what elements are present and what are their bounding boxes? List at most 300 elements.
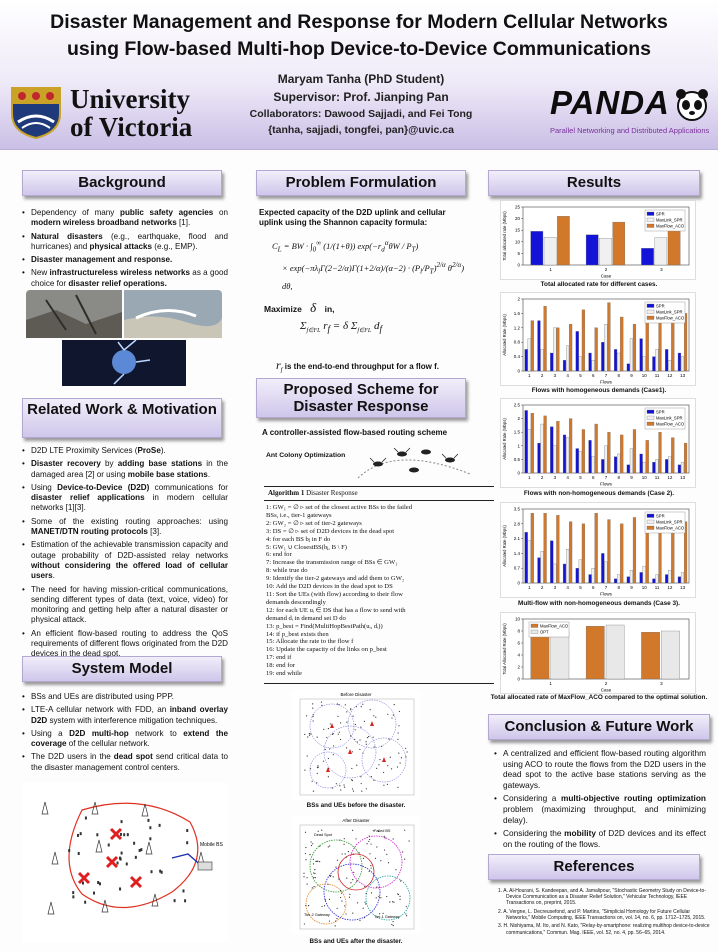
ue-device	[96, 833, 98, 836]
ue-dot	[317, 861, 318, 862]
panda-tagline: Parallel Networking and Distributed Applications	[550, 126, 710, 135]
ue-dot	[304, 769, 305, 770]
bar	[550, 353, 553, 371]
bar	[652, 462, 655, 473]
related-text: communications for	[149, 482, 228, 492]
failed-bs-icon	[107, 857, 117, 867]
bar	[665, 575, 668, 583]
bar	[643, 357, 646, 371]
capacity-formula-line1: $C_L$ = BW · $\int_0^\infty$ (1/(1+θ)) $\exp(-r_d^\alpha\theta W / P_T)$	[272, 239, 419, 254]
bar	[606, 625, 624, 679]
ue-dot	[307, 755, 308, 756]
ue-dot	[404, 830, 405, 831]
legend-label: SPR	[656, 409, 665, 415]
ue-dot	[343, 784, 344, 785]
y-tick-label: 2	[517, 664, 520, 670]
bar	[544, 416, 547, 473]
algorithm-line: 11: Sort the UEs (with flow) according to their flow	[266, 590, 403, 598]
ue-dot	[361, 790, 362, 791]
legend-swatch	[647, 316, 654, 320]
bar	[538, 443, 541, 473]
ue-device	[149, 837, 151, 840]
legend-swatch	[647, 422, 654, 426]
results-caption-3: Flows with non-homogeneous demands (Case 2).	[523, 490, 675, 497]
y-tick-label: 20	[514, 216, 520, 222]
ue-dot	[383, 785, 384, 786]
ue-dot	[321, 705, 322, 706]
ue-dot	[319, 845, 320, 846]
x-tick-label: 1	[549, 681, 552, 686]
bar	[541, 551, 544, 583]
algorithm-name: Disaster Response	[306, 489, 358, 497]
ue-dot	[312, 703, 313, 704]
results-caption-1: Total allocated rate for different cases.	[540, 281, 658, 288]
ue-dot	[371, 892, 372, 893]
algorithm-line: 13: p_best = Find(MultiHopBestPath(uᵢ, dᵢ))	[266, 622, 383, 630]
y-tick-label: 0.8	[513, 339, 520, 345]
background-text: physical attacks	[89, 241, 153, 251]
problem-intro: Expected capacity of the D2D uplink and cellular uplink using the Shannon capacity formula:	[259, 208, 446, 228]
bar	[528, 541, 531, 583]
ue-dot	[363, 908, 364, 909]
y-tick-label: 10	[514, 239, 520, 245]
section-system-title: System Model	[71, 660, 173, 677]
emails: {tanha, sajjadi, tongfei, pan}@uvic.ca	[268, 124, 454, 136]
ue-dot	[401, 757, 402, 758]
x-tick-label: 8	[617, 475, 621, 480]
ue-dot	[352, 715, 353, 716]
x-tick-label: 2	[604, 267, 608, 272]
after-figure-title: After Disaster	[342, 818, 370, 823]
ue-dot	[340, 722, 341, 723]
ue-dot	[345, 913, 346, 914]
related-item	[22, 459, 228, 480]
ue-dot	[387, 714, 388, 715]
ue-dot	[364, 902, 365, 903]
ue-dot	[370, 865, 371, 866]
related-text: Some of the existing routing approaches: using	[31, 516, 228, 526]
bar	[586, 235, 598, 265]
bs-marker	[348, 749, 352, 754]
ue-device	[121, 820, 123, 823]
x-tick-label: 7	[604, 373, 608, 378]
conclusion-text: of D2D devices and its effect on the routing of the flows.	[503, 828, 706, 849]
bar	[595, 513, 598, 583]
bar	[599, 238, 611, 265]
x-tick-label: 3	[660, 267, 663, 272]
x-tick-label: 1	[528, 475, 531, 480]
aco-label: Ant Colony Optimization	[266, 452, 346, 459]
related-text: ProSe	[137, 446, 161, 455]
ue-dot	[335, 866, 336, 867]
ue-dot	[397, 893, 398, 894]
ue-dot	[305, 853, 306, 854]
bar	[656, 459, 659, 473]
bar	[681, 357, 684, 371]
related-text: ).	[160, 446, 166, 455]
ue-dot	[392, 921, 393, 922]
legend-swatch	[531, 624, 538, 628]
algorithm-box	[264, 486, 494, 488]
ue-device	[135, 856, 137, 859]
algorithm-line: 2: GW₂ = ∅ ▹ set of tier-2 gateways	[266, 519, 362, 527]
after-figure-label: Failed BS	[374, 829, 391, 833]
y-tick-label: 0	[517, 470, 520, 476]
background-text: New	[31, 268, 50, 278]
ue-dot	[312, 708, 313, 709]
background-text: disaster relief operations.	[68, 278, 167, 288]
ue-dot	[359, 739, 360, 740]
ue-dot	[360, 776, 361, 777]
ue-device	[159, 870, 161, 873]
y-tick-label: 15	[514, 227, 520, 233]
before-plot-frame	[300, 699, 414, 795]
ue-device	[186, 841, 188, 844]
legend-swatch	[647, 526, 654, 530]
bar	[633, 324, 636, 371]
ue-dot	[364, 721, 365, 722]
ue-dot	[395, 869, 396, 870]
ue-dot	[398, 753, 399, 754]
ue-dot	[346, 878, 347, 879]
ue-dot	[356, 881, 357, 882]
bar	[589, 440, 592, 473]
legend-swatch	[647, 520, 654, 524]
ue-dot	[393, 925, 394, 926]
ue-dot	[380, 897, 381, 898]
y-axis-label: Allocated Rate (Mbps)	[502, 418, 507, 460]
system-text: Using a	[31, 728, 70, 738]
legend-swatch	[647, 304, 654, 308]
ue-dot	[353, 872, 354, 873]
y-axis-label: Allocated Rate (Mbps)	[502, 314, 507, 356]
ue-dot	[339, 732, 340, 733]
background-list	[22, 208, 228, 292]
ue-dot	[346, 747, 347, 748]
bar	[684, 443, 687, 473]
ue-dot	[391, 717, 392, 718]
bar	[681, 462, 684, 473]
y-tick-label: 0	[517, 676, 520, 682]
legend-swatch	[531, 630, 538, 634]
x-tick-label: 2	[540, 373, 544, 378]
ue-device	[139, 849, 141, 852]
x-tick-label: 3	[553, 373, 557, 378]
algorithm-line: demands descendingly	[266, 598, 326, 606]
x-tick-label: 8	[617, 373, 621, 378]
bar	[659, 526, 662, 583]
ue-dot	[310, 768, 311, 769]
ue-dot	[321, 830, 322, 831]
after-figure-label: Tier-1 Gateway	[374, 915, 400, 919]
ue-dot	[310, 733, 311, 734]
chart-optimal	[500, 612, 696, 694]
mobile-bs-truck-icon	[198, 862, 212, 870]
ue-dot	[353, 854, 354, 855]
algorithm-line: 12: for each UE uᵢ ∈ DS that has a flow to send with	[266, 606, 406, 614]
algorithm-bottom	[264, 683, 494, 684]
bar	[678, 577, 681, 583]
uvic-name-line2: of Victoria	[70, 112, 193, 142]
bar	[668, 457, 671, 473]
y-tick-label: 2.8	[513, 521, 520, 527]
ue-dot	[349, 894, 350, 895]
ue-dot	[325, 749, 326, 750]
ue-dot	[305, 847, 306, 848]
background-text: Natural disasters	[31, 231, 103, 241]
bar	[601, 459, 604, 473]
failed-bs-icon	[79, 873, 89, 883]
ue-device	[99, 882, 101, 885]
ue-dot	[352, 751, 353, 752]
poster-title-line1: Disaster Management and Response for Modern Cellular Networks	[50, 11, 668, 33]
bar	[608, 520, 611, 583]
panda-icon	[674, 88, 710, 122]
ue-dot	[366, 788, 367, 789]
ue-dot	[314, 873, 315, 874]
x-tick-label: 10	[641, 475, 647, 480]
ue-dot	[317, 737, 318, 738]
bar	[531, 513, 534, 583]
bs-tower-icon	[142, 804, 148, 816]
x-tick-label: 11	[654, 373, 660, 378]
ue-dot	[355, 729, 356, 730]
ue-dot	[369, 871, 370, 872]
coverage-boundary	[69, 803, 198, 907]
related-text: disaster relief applications	[31, 493, 145, 503]
bar	[678, 465, 681, 473]
ue-device	[140, 848, 142, 851]
ue-dot	[309, 735, 310, 736]
x-tick-label: 8	[617, 585, 621, 590]
bar	[655, 238, 667, 265]
ue-dot	[326, 737, 327, 738]
ue-dot	[335, 920, 336, 921]
ue-dot	[369, 839, 370, 840]
ue-device	[182, 889, 184, 892]
ue-dot	[408, 840, 409, 841]
ue-dot	[387, 765, 388, 766]
ue-dot	[337, 908, 338, 909]
y-tick-label: 2.1	[513, 536, 520, 542]
ue-dot	[386, 854, 387, 855]
ue-dot	[316, 782, 317, 783]
ue-dot	[315, 861, 316, 862]
related-text: [3].	[147, 527, 162, 537]
ue-device	[174, 899, 176, 902]
bar	[614, 457, 617, 473]
ue-dot	[305, 905, 306, 906]
ue-dot	[312, 843, 313, 844]
legend-label: SPR	[656, 303, 665, 309]
related-text: Estimation of the achievable transmission capacity and outage probability of D2D-assisted relay networks	[31, 540, 228, 560]
bar	[541, 349, 544, 371]
bar	[613, 222, 625, 265]
ue-dot	[387, 784, 388, 785]
ue-dot	[398, 725, 399, 726]
ue-dot	[346, 711, 347, 712]
ue-dot	[399, 899, 400, 900]
bar	[643, 566, 646, 583]
conclusion-text: Considering the	[503, 828, 565, 839]
conclusion-text: multi-objective routing optimization	[560, 793, 706, 804]
ue-dot	[333, 876, 334, 877]
y-tick-label: 0.4	[513, 354, 520, 360]
y-tick-label: 2	[517, 296, 520, 302]
ue-device	[117, 862, 119, 865]
legend-swatch	[647, 212, 654, 216]
ue-dot	[325, 899, 326, 900]
ue-dot	[338, 734, 339, 735]
bar	[627, 465, 630, 473]
x-tick-label: 1	[549, 267, 552, 272]
ue-dot	[368, 841, 369, 842]
ue-dot	[341, 893, 342, 894]
bar	[569, 522, 572, 583]
ue-dot	[303, 873, 304, 874]
ue-dot	[378, 896, 379, 897]
ue-device	[119, 857, 121, 860]
x-tick-label: 3	[553, 585, 557, 590]
section-references-title: References	[553, 858, 635, 875]
ue-dot	[356, 765, 357, 766]
ue-dot	[340, 739, 341, 740]
bar	[652, 357, 655, 371]
algorithm-line: 10: Add the D2D devices in the dead spot to DS	[266, 583, 393, 591]
y-tick-label: 1.4	[513, 550, 520, 556]
ue-dot	[350, 882, 351, 883]
bar	[681, 572, 684, 583]
bar	[579, 451, 582, 473]
ue-dot	[332, 787, 333, 788]
ue-dot	[355, 838, 356, 839]
bar	[563, 360, 566, 371]
legend-label: MaxFlow_ACO	[656, 223, 685, 229]
before-disaster-figure	[292, 690, 420, 800]
system-text: system with interference mitigation techniques.	[47, 715, 218, 725]
ue-dot	[373, 780, 374, 781]
ue-dot	[338, 878, 339, 879]
bar	[668, 570, 671, 583]
related-text: Device-to-Device (D2D)	[57, 482, 150, 492]
ue-dot	[388, 862, 389, 863]
bs-tower-icon	[52, 852, 58, 864]
ue-dot	[336, 918, 337, 919]
after-figure-label: Dead Spot	[314, 833, 332, 837]
ant-colony-illustration	[354, 440, 474, 484]
ue-device	[184, 899, 186, 902]
related-item	[22, 446, 228, 456]
x-tick-label: 4	[566, 585, 569, 590]
legend-swatch	[647, 218, 654, 222]
x-tick-label: 12	[667, 585, 673, 590]
x-tick-label: 7	[604, 585, 608, 590]
ue-device	[127, 833, 129, 836]
ue-device	[97, 881, 99, 884]
ue-dot	[329, 920, 330, 921]
ue-dot	[313, 863, 314, 864]
background-text: on	[213, 208, 228, 217]
section-proposed-title: Proposed Scheme for Disaster Response	[283, 381, 439, 415]
x-axis-label: Flows	[600, 481, 612, 487]
results-caption-4: Multi-flow with non-homogeneous demands (Case 3).	[518, 600, 680, 607]
bar	[553, 446, 556, 473]
x-tick-label: 1	[528, 373, 531, 378]
ue-dot	[351, 779, 352, 780]
y-tick-label: 0	[517, 580, 520, 586]
bar	[544, 306, 547, 371]
ue-dot	[361, 783, 362, 784]
algorithm-line: 15: Allocate the rate to the flow f	[266, 638, 354, 646]
dead-spot-circle	[338, 854, 374, 890]
ue-dot	[340, 789, 341, 790]
ue-dot	[376, 897, 377, 898]
ue-dot	[406, 906, 407, 907]
related-text: adding base stations	[117, 459, 203, 469]
bar	[665, 349, 668, 371]
bar	[531, 231, 543, 265]
ue-dot	[359, 920, 360, 921]
ue-device	[123, 833, 125, 836]
bar	[620, 435, 623, 473]
bar	[525, 532, 528, 583]
bar	[617, 454, 620, 473]
bar	[576, 331, 579, 371]
related-text: An efficient flow-based routing to address the QoS requirements of different flows originated from the D2D devices in the dead spot.	[31, 628, 228, 659]
ue-dot	[339, 839, 340, 840]
ue-dot	[345, 853, 346, 854]
ue-dot	[392, 901, 393, 902]
algorithm-line: 6: end for	[266, 551, 292, 559]
x-tick-label: 9	[630, 373, 633, 378]
bs-tower-icon	[48, 902, 54, 914]
ue-dot	[356, 706, 357, 707]
section-results	[488, 170, 700, 196]
ue-device	[126, 862, 128, 865]
ue-dot	[313, 872, 314, 873]
algorithm-divider	[264, 500, 494, 501]
bar	[592, 360, 595, 371]
ue-dot	[380, 860, 381, 861]
x-tick-label: 10	[641, 585, 647, 590]
conclusion-item	[494, 828, 706, 849]
background-text: (e.g., EMP).	[152, 241, 198, 251]
bar	[556, 515, 559, 583]
ue-dot	[329, 899, 330, 900]
x-tick-label: 6	[591, 373, 595, 378]
algorithm-line: 7: Increase the transmission range of BSs ∈ GW₁	[266, 559, 398, 567]
bs-marker	[326, 767, 330, 772]
ue-dot	[381, 746, 382, 747]
bar	[614, 579, 617, 583]
ue-dot	[352, 913, 353, 914]
system-text: send critical data to the disaster management control centers.	[31, 752, 228, 772]
x-axis-label: Case	[600, 687, 612, 693]
section-related-title: Related Work & Motivation	[27, 401, 217, 418]
bs-tower-icon	[92, 802, 98, 814]
y-tick-label: 1.5	[513, 429, 520, 435]
maximize-label: Maximize	[264, 304, 302, 314]
legend-label: OPT	[540, 629, 549, 635]
conclusion-list	[494, 748, 706, 852]
rf-note: is the end-to-end throughput for a flow f.	[284, 362, 439, 371]
x-tick-label: 5	[579, 585, 582, 590]
ue-device	[68, 849, 70, 852]
background-text: as a good choice for	[31, 268, 228, 288]
ue-dot	[388, 738, 389, 739]
related-text: Disaster recovery	[31, 459, 101, 469]
ue-dot	[321, 701, 322, 702]
